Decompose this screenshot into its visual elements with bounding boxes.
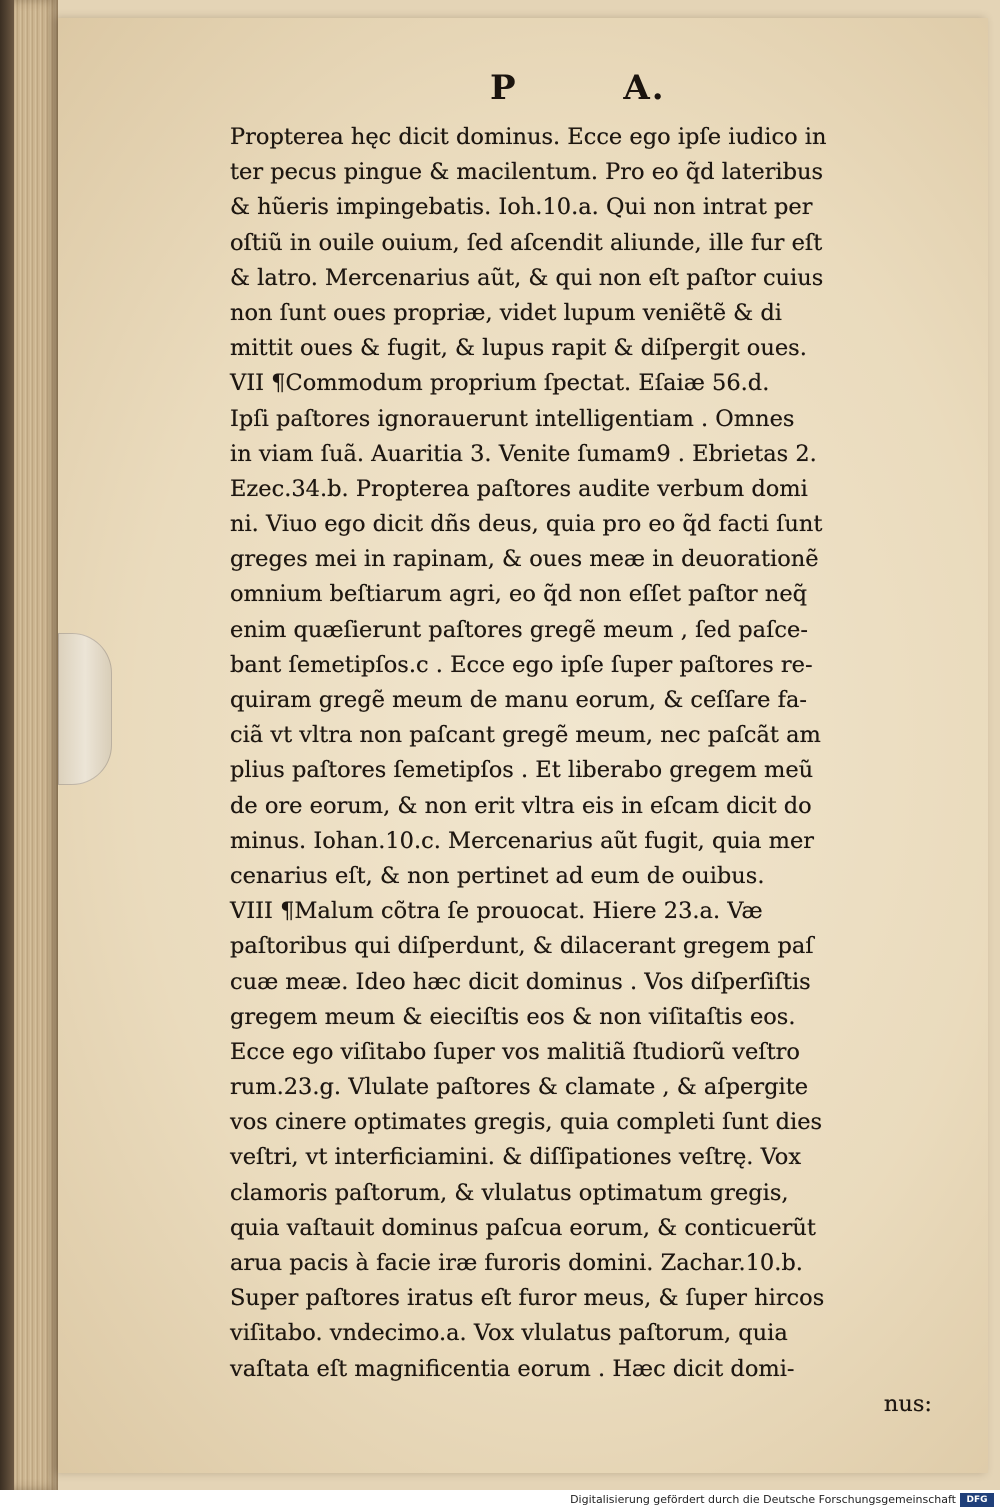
footer-bar [0, 1490, 1000, 1510]
text-line: plius paſtores ſemetipſos . Et liberabo gregem meũ [230, 757, 814, 784]
text-line: omnium beſtiarum agri, eo q̃d non eſſet paſtor neq̃ [230, 581, 808, 608]
text-line: Propterea hęc dicit dominus. Ecce ego ipſe iudico in [230, 124, 827, 150]
dfg-logo-icon: DFG [960, 1493, 994, 1507]
text-line: mittit oues & fugit, & lupus rapit & diſpergit oues. [230, 335, 807, 362]
header-signature-letter: P [490, 68, 518, 108]
text-line: Ecce ego viſitabo ſuper vos malitiã ſtudiorũ veſtro [230, 1038, 800, 1065]
text-line: gregem meum & eieciſtis eos & non viſitaſtis eos. [230, 1003, 796, 1030]
text-line: enim quæſierunt paſtores gregẽ meum , ſed paſce- [230, 616, 808, 643]
text-line: ter pecus pingue & macilentum. Pro eo q̃d lateribus [230, 159, 824, 186]
funding-notice: Digitalisierung gefördert durch die Deutsche Forschungsgemeinschaft [570, 1493, 956, 1506]
book-binding [0, 0, 14, 1490]
catchword: nus: [883, 1390, 932, 1417]
text-line: ni. Viuo ego dicit dñs deus, quia pro eo q̃d facti ſunt [230, 511, 823, 538]
header-signature-suffix: A. [623, 68, 666, 108]
text-line: bant ſemetipſos.c . Ecce ego ipſe ſuper paſtores re- [230, 651, 813, 678]
text-line: cenarius eſt, & non pertinet ad eum de ouibus. [230, 862, 765, 889]
text-line: quia vaſtauit dominus paſcua eorum, & conticuerũt [230, 1214, 816, 1241]
text-line: paſtoribus qui diſperdunt, & dilacerant gregem paſ [230, 933, 814, 960]
text-line: vaſtata eſt magnificentia eorum . Hæc dicit domi- [230, 1355, 795, 1382]
text-line: Super paſtores iratus eſt furor meus, & ſuper hircos [230, 1285, 825, 1312]
text-line: arua pacis à facie iræ furoris domini. Zachar.10.b. [230, 1250, 803, 1276]
text-line: in viam ſuã. Auaritia 3. Venite ſumam9 . Ebrietas 2. [230, 440, 817, 467]
text-line: rum.23.g. Vlulate paſtores & clamate , & aſpergite [230, 1074, 809, 1101]
text-line: quiram gregẽ meum de manu eorum, & ceſſare fa- [230, 687, 807, 713]
text-line: & latro. Mercenarius aũt, & qui non eſt paſtor cuius [230, 264, 824, 291]
section-heading-viii: VIII ¶Malum cõtra ſe prouocat. Hiere 23.a. Væ [230, 898, 763, 925]
text-line: ciã vt vltra non paſcant gregẽ meum, nec paſcãt am [230, 722, 821, 749]
text-line: non ſunt oues propriæ, videt lupum veniẽtẽ & di [230, 299, 782, 326]
text-line: & hũeris impingebatis. Ioh.10.a. Qui non intrat per [230, 194, 813, 221]
text-line: cuæ meæ. Ideo hæc dicit dominus . Vos diſperſiſtis [230, 968, 811, 995]
text-line: greges mei in rapinam, & oues meæ in deuorationẽ [230, 546, 819, 573]
text-line: oſtiũ in ouile ouium, ſed aſcendit aliunde, ille fur eſt [230, 229, 823, 256]
text-line: vos cinere optimates gregis, quia completi ſunt dies [230, 1109, 823, 1136]
page-header [490, 68, 690, 108]
text-line: veſtri, vt interficiamini. & diſſipationes veſtrę. Vox [230, 1144, 802, 1171]
text-line: clamoris paſtorum, & vlulatus optimatum gregis, [230, 1179, 789, 1206]
body-text [230, 120, 950, 1422]
text-line: Ipſi paſtores ignorauerunt intelligentiam . Omnes [230, 405, 795, 432]
text-line: de ore eorum, & non erit vltra eis in eſcam dicit do [230, 792, 812, 819]
section-heading-vii: VII ¶Commodum proprium ſpectat. Eſaiæ 56.d. [230, 370, 770, 397]
text-line: viſitabo. vndecimo.a. Vox vlulatus paſtorum, quia [230, 1320, 788, 1347]
text-line: Ezec.34.b. Propterea paſtores audite verbum domi [230, 475, 808, 502]
page-clip [58, 633, 112, 785]
text-line: minus. Iohan.10.c. Mercenarius aũt fugit, quia mer [230, 827, 815, 854]
page-stack-edge [14, 0, 58, 1490]
